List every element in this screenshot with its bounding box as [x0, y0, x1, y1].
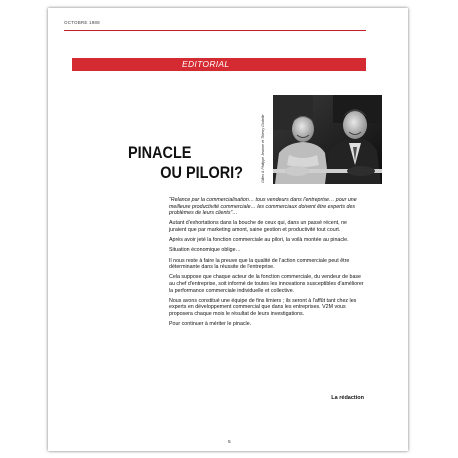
magazine-page	[48, 8, 408, 451]
signature: La rédaction	[331, 395, 364, 401]
headline-line-2: OU PILORI?	[160, 163, 243, 182]
editorial-headline	[128, 143, 247, 183]
paragraph-6: Nous avons constitué une équipe de fins limiers ; ils seront à l'affût tant chez les experts en développement commercial que dans les entreprises. V2M vous proposera chaque mois le résultat de leurs investigations.	[169, 297, 357, 317]
paragraph-2: Après avoir jeté la fonction commerciale au pilori, la voilà montée au pinacle.	[169, 237, 349, 244]
photo-credit: Gilles & Philippe Jeanne et Thierry Godelle	[261, 114, 265, 183]
paragraph-5: Cela suppose que chaque acteur de la fonction commerciale, du vendeur de base au chef d'entreprise, soit informé de toutes les innovations susceptibles d'améliorer la performance commerciale individuelle et collective.	[169, 274, 364, 294]
paragraph-3: Situation économique oblige…	[169, 247, 241, 254]
header-rule	[64, 30, 366, 31]
page-number: 5	[228, 440, 231, 445]
headline-line-1: PINACLE	[128, 143, 192, 162]
editorial-body	[169, 197, 364, 331]
photo-caption	[260, 98, 270, 183]
editors-photo	[273, 95, 382, 184]
section-banner	[72, 58, 366, 71]
paragraph-4: Il nous reste à faire la preuve que la qualité de l'action commerciale peut être déterminante dans la réussite de l'entreprise.	[169, 257, 350, 271]
issue-date: OCTOBRE 1988	[64, 20, 100, 25]
portrait-image	[273, 95, 382, 184]
paragraph-1: Autant d'exhortations dans la bouche de ceux qui, dans un passé récent, ne juraient que par marketing amont, saine gestion et productivité tout court.	[169, 220, 347, 233]
opening-quote: “Relance par la commercialisation… tous vendeurs dans l'entreprise… pour une meilleure productivité commerciale… les commerciaux doivent être experts des problèmes de leurs clients”…	[169, 197, 357, 217]
section-title: EDITORIAL	[182, 59, 230, 69]
paragraph-7: Pour continuer à mériter le pinacle.	[169, 321, 252, 328]
